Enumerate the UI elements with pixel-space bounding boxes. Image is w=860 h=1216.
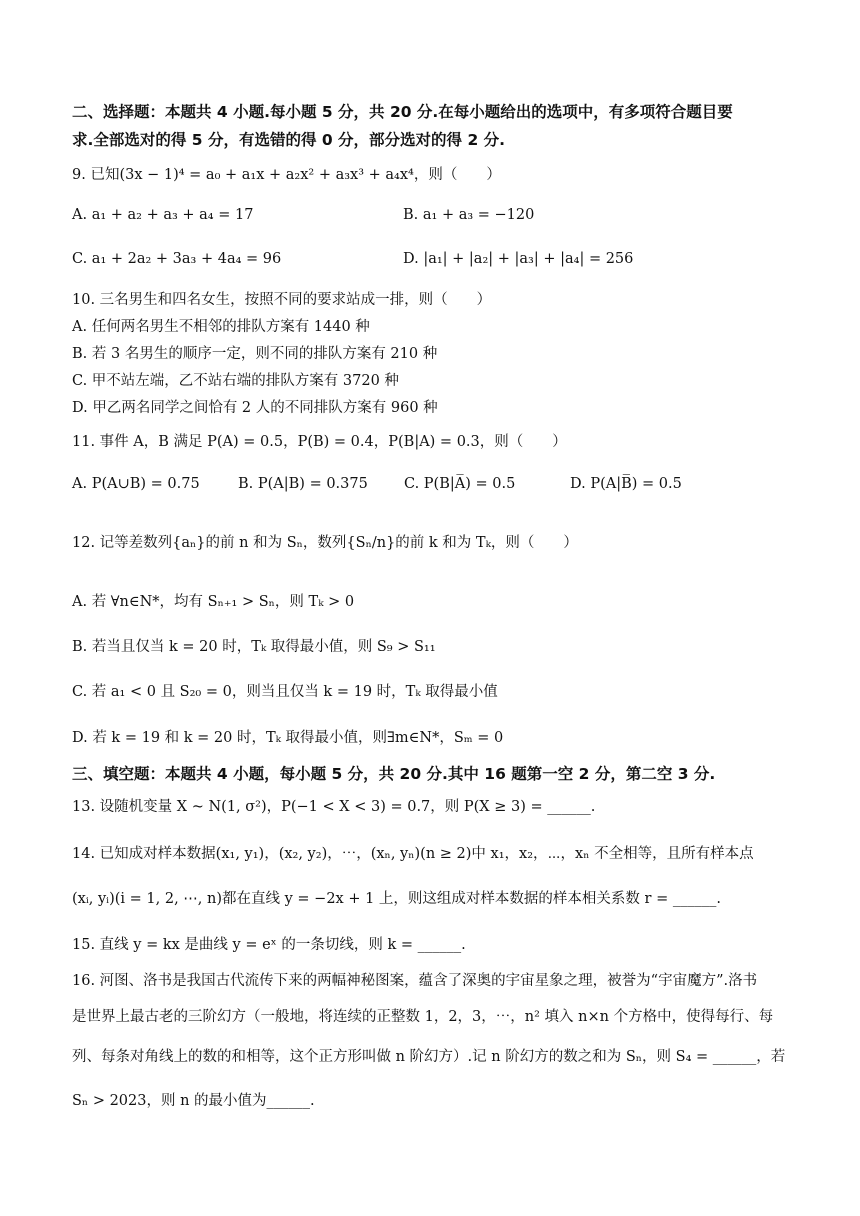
q15-text: 15. 直线 y = kx 是曲线 y = eˣ 的一条切线，则 k = ______. [72, 937, 466, 953]
q10-option-d: D. 甲乙两名同学之间恰有 2 人的不同排队方案有 960 种 [72, 400, 438, 416]
q14-line1: 14. 已知成对样本数据(x₁, y₁)，(x₂, y₂)，⋯，(xₙ, yₙ)(n ≥ 2)中 x₁，x₂，⋯，xₙ 不全相等，且所有样本点 [72, 846, 754, 862]
q11-option-c: C. P(B|A̅) = 0.5 [404, 476, 516, 492]
q16-line3: 列、每条对角线上的数的和相等，这个正方形叫做 n 阶幻方）.记 n 阶幻方的数之和为 Sₙ，则 S₄ = ______，若 [72, 1049, 786, 1065]
q11-option-a: A. P(A∪B) = 0.75 [72, 476, 200, 492]
q11-option-d: D. P(A|B̅) = 0.5 [570, 476, 682, 492]
q16-line4: Sₙ > 2023，则 n 的最小值为______. [72, 1093, 315, 1109]
q9-stem: 9. 已知(3x − 1)⁴ = a₀ + a₁x + a₂x² + a₃x³ + a₄x⁴，则（ ） [72, 167, 501, 183]
q10-stem: 10. 三名男生和四名女生，按照不同的要求站成一排，则（ ） [72, 292, 492, 308]
q12-option-a: A. 若 ∀n∈N*，均有 Sₙ₊₁ > Sₙ，则 Tₖ > 0 [72, 594, 355, 610]
q9-option-d: D. |a₁| + |a₂| + |a₃| + |a₄| = 256 [403, 251, 634, 267]
q12-option-b: B. 若当且仅当 k = 20 时，Tₖ 取得最小值，则 S₉ > S₁₁ [72, 639, 436, 655]
q10-option-c: C. 甲不站左端，乙不站右端的排队方案有 3720 种 [72, 373, 399, 389]
q11-stem: 11. 事件 A，B 满足 P(A) = 0.5，P(B) = 0.4，P(B|A) = 0.3，则（ ） [72, 434, 567, 450]
q14-line2: (xᵢ, yᵢ)(i = 1, 2, ⋯, n)都在直线 y = −2x + 1 上，则这组成对样本数据的样本相关系数 r = ______. [72, 891, 721, 907]
section2-heading-line1: 二、选择题：本题共 4 小题.每小题 5 分，共 20 分.在每小题给出的选项中，有多项符合题目要 [72, 103, 733, 121]
q12-option-c: C. 若 a₁ < 0 且 S₂₀ = 0，则当且仅当 k = 19 时，Tₖ 取得最小值 [72, 684, 498, 700]
q10-option-a: A. 任何两名男生不相邻的排队方案有 1440 种 [72, 319, 370, 335]
q9-option-a: A. a₁ + a₂ + a₃ + a₄ = 17 [72, 207, 254, 223]
q12-stem: 12. 记等差数列{aₙ}的前 n 和为 Sₙ，数列{Sₙ/n}的前 k 和为 Tₖ，则（ ） [72, 535, 578, 551]
q12-option-d: D. 若 k = 19 和 k = 20 时，Tₖ 取得最小值，则∃m∈N*，Sₘ = 0 [72, 730, 504, 746]
q9-option-c: C. a₁ + 2a₂ + 3a₃ + 4a₄ = 96 [72, 251, 282, 267]
q11-option-b: B. P(A|B) = 0.375 [238, 476, 368, 492]
section2-heading-line2: 求.全部选对的得 5 分，有选错的得 0 分，部分选对的得 2 分. [72, 131, 506, 149]
q13-text: 13. 设随机变量 X ~ N(1, σ²)，P(−1 < X < 3) = 0.7，则 P(X ≥ 3) = ______. [72, 799, 596, 815]
section3-heading: 三、填空题：本题共 4 小题，每小题 5 分，共 20 分.其中 16 题第一空 2 分，第二空 3 分. [72, 765, 716, 783]
q10-option-b: B. 若 3 名男生的顺序一定，则不同的排队方案有 210 种 [72, 346, 438, 362]
q9-option-b: B. a₁ + a₃ = −120 [403, 207, 535, 223]
q16-line1: 16. 河图、洛书是我国古代流传下来的两幅神秘图案，蕴含了深奥的宇宙星象之理，被誉为“宇宙魔方”.洛书 [72, 973, 758, 989]
q16-line2: 是世界上最古老的三阶幻方（一般地，将连续的正整数 1，2，3，⋯，n² 填入 n×n 个方格中，使得每行、每 [72, 1009, 774, 1025]
